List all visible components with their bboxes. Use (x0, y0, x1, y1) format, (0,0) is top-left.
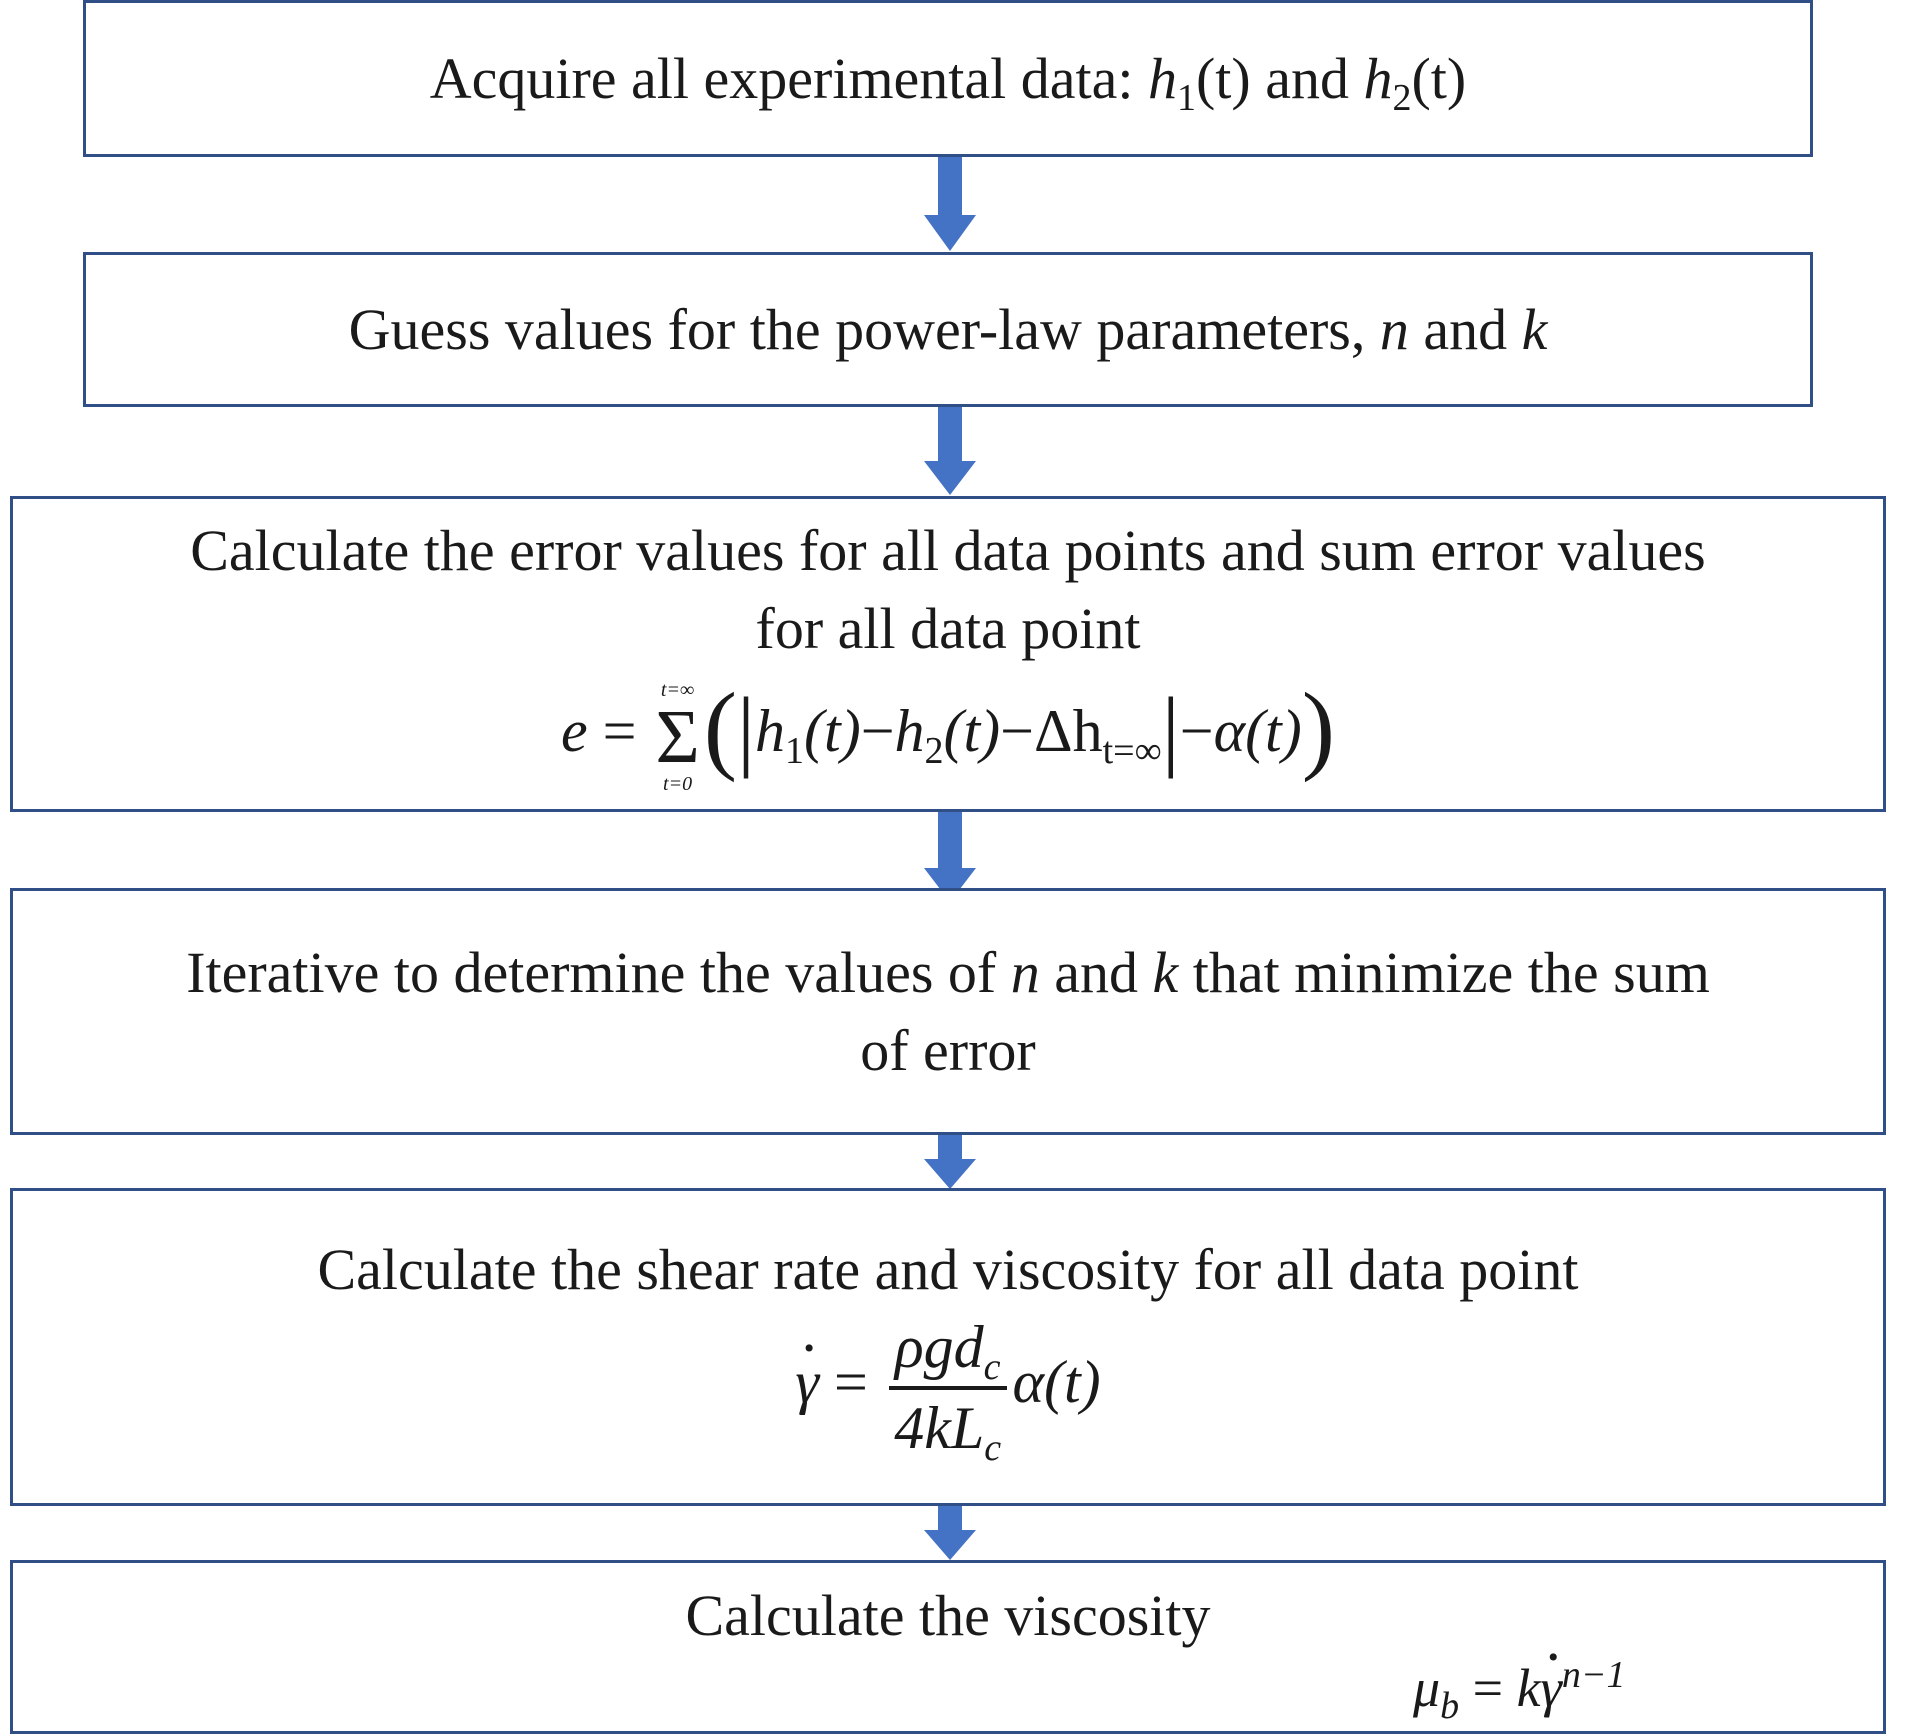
flow-arrow-4 (920, 1135, 980, 1191)
shear-rate-equation: · γ = $\frac{\rho gd_c}{4kL_c}$ α(t) (795, 1313, 1100, 1463)
shear-rate-fraction: $\frac{\rho gd_c}{4kL_c}$ (889, 1313, 1007, 1463)
step-6-title: Calculate the viscosity (685, 1583, 1211, 1648)
step-3-line-2: for all data point (755, 595, 1141, 661)
summation-operator: t=∞ Σ t=0 (655, 679, 700, 796)
step-4-box (10, 888, 1886, 1135)
step-1-text: Acquire all experimental data: $h_1(t)$ and $h_2(t)$ (429, 45, 1467, 119)
step-5-box (10, 1188, 1886, 1506)
step-4-line-2: of error (860, 1017, 1036, 1083)
step-3-line-1: Calculate the error values for all data points and sum error values (190, 517, 1706, 583)
step-1-box (83, 0, 1813, 157)
step-2-text: Guess values for the power-law parameters, n and k (348, 296, 1548, 362)
step-2-box (83, 252, 1813, 407)
flow-arrow-2 (920, 407, 980, 497)
flow-arrow-1 (920, 157, 980, 253)
viscosity-equation: $\mu_b = k\cdot \gamma^{n-1}$ (1413, 1653, 1625, 1719)
error-equation: e = t=∞ Σ t=0 $(|h_1(t)-h_2(t)-\Delta h_{t=\infty}|-\alpha(t))$ (560, 671, 1336, 796)
step-3-box (10, 496, 1886, 812)
step-6-box (10, 1560, 1886, 1734)
flow-arrow-5 (920, 1506, 980, 1562)
step-4-line-1: Iterative to determine the values of n and k that minimize the sum (186, 939, 1710, 1005)
step-5-line-1: Calculate the shear rate and viscosity for all data point (317, 1237, 1579, 1302)
